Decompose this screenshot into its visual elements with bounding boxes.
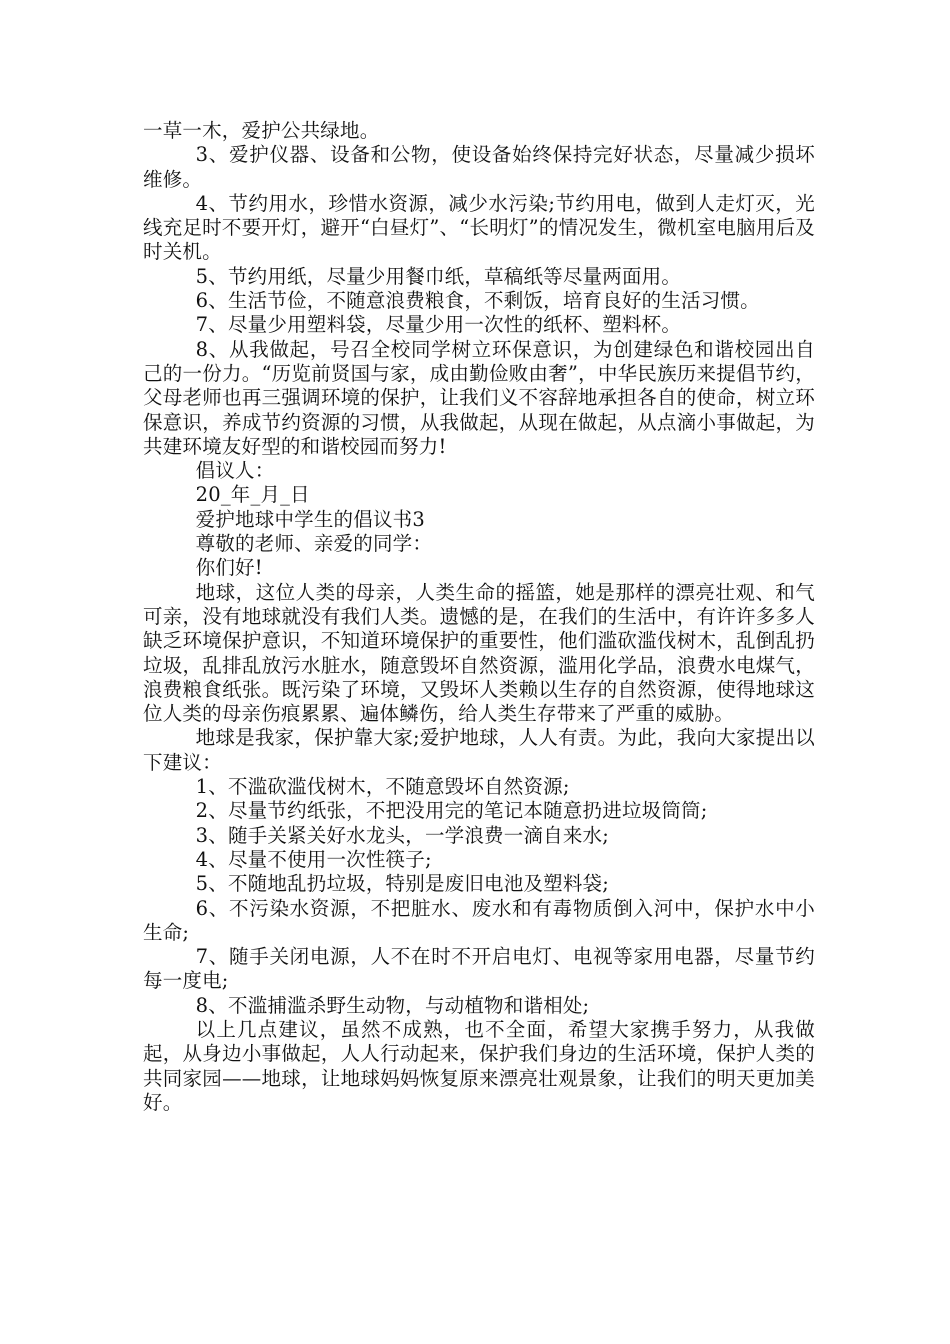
list-item: 5、不随地乱扔垃圾，特别是废旧电池及塑料袋; (195, 872, 610, 896)
list-item: 1、不滥砍滥伐树木，不随意毁坏自然资源; (195, 775, 570, 799)
list-item: 6、不污染水资源，不把脏水、废水和有毒物质倒入河中，保护水中小生命; (143, 896, 815, 944)
paragraph: 8、从我做起，号召全校同学树立环保意识，为创建绿色和谐校园出自己的一份力。“历览前贤国与家，成由勤俭败由奢”，中华民族历来提倡节约，父母老师也再三强调环境的保护，让我们义不容辞地承担各自的使命，树立环保意识，养成节约资源的习惯，从我做起，从现在做起，从点滴小事做起，为共建环境友好型的和谐校园而努力! (143, 337, 815, 458)
list-item: 3、随手关紧关好水龙头，一学浪费一滴自来水; (195, 823, 610, 847)
paragraph: 3、爱护仪器、设备和公物，使设备始终保持完好状态，尽量减少损坏维修。 (143, 143, 815, 191)
paragraph: 5、节约用纸，尽量少用餐巾纸，草稿纸等尽量两面用。 (195, 264, 682, 288)
section-title: 爱护地球中学生的倡议书3 (195, 507, 425, 531)
list-item: 2、尽量节约纸张，不把没用完的笔记本随意扔进垃圾筒筒; (195, 799, 708, 823)
salutation: 尊敬的老师、亲爱的同学： (195, 532, 433, 556)
signature-label: 倡议人： (195, 459, 275, 483)
paragraph: 地球，这位人类的母亲，人类生命的摇篮，她是那样的漂亮壮观、和气可亲，没有地球就没有我们人类。遗憾的是，在我们的生活中，有许许多多人缺乏环境保护意识，不知道环境保护的重要性，他们滥砍滥伐树木，乱倒乱扔垃圾，乱排乱放污水脏水，随意毁坏自然资源，滥用化学品，浪费水电煤气，浪费粮食纸张。既污染了环境，又毁坏人类赖以生存的自然资源，使得地球这位人类的母亲伤痕累累、遍体鳞伤，给人类生存带来了严重的威胁。 (143, 580, 815, 726)
paragraph: 以上几点建议，虽然不成熟，也不全面，希望大家携手努力，从我做起，从身边小事做起，人人行动起来，保护我们身边的生活环境，保护人类的共同家园——地球，让地球妈妈恢复原来漂亮壮观景象，让我们的明天更加美好。 (143, 1017, 815, 1114)
paragraph: 地球是我家，保护靠大家;爱护地球，人人有责。为此，我向大家提出以下建议： (143, 726, 815, 774)
greeting: 你们好! (195, 556, 263, 580)
list-item: 7、随手关闭电源，人不在时不开启电灯、电视等家用电器，尽量节约每一度电; (143, 945, 815, 993)
list-item: 8、不滥捕滥杀野生动物，与动植物和谐相处; (195, 993, 590, 1017)
list-item: 4、尽量不使用一次性筷子; (195, 847, 432, 871)
paragraph: 一草一木，爱护公共绿地。 (143, 119, 380, 142)
paragraph: 4、节约用水，珍惜水资源，减少水污染;节约用电，做到人走灯灭，光线充足时不要开灯，避开“白昼灯”、“长明灯”的情况发生，微机室电脑用后及时关机。 (143, 191, 815, 264)
paragraph: 6、生活节俭，不随意浪费粮食，不剩饭，培育良好的生活习惯。 (195, 289, 760, 313)
date-line: 20_年_月_日 (195, 483, 310, 507)
paragraph: 7、尽量少用塑料袋，尽量少用一次性的纸杯、塑料杯。 (195, 313, 682, 337)
document-body (143, 119, 815, 1115)
